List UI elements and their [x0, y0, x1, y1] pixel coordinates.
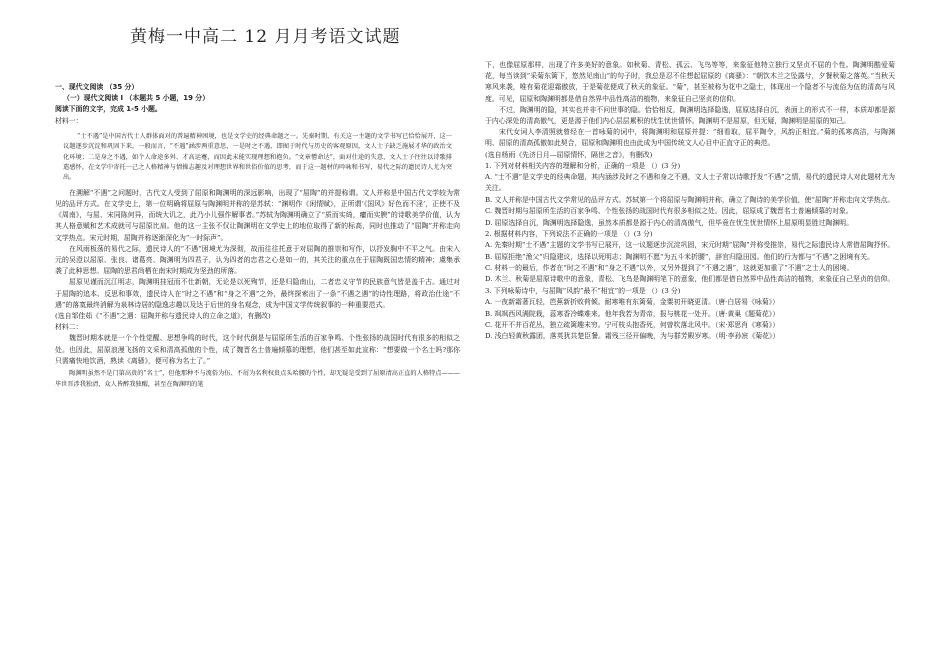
option-1d: D. 屈原选择自沉，陶渊明选择隐逸，虽然本质都是源于内心的清高傲气，但毕竟在忧生忧世情怀上屈原明显胜过陶渊明。: [485, 218, 853, 227]
instructions: 阅读下面的文字，完成 1-5 小题。: [55, 105, 162, 114]
option-1b: B. 文人并称是中国古代文学常见的品评方式。苏轼第一个将屈原与陶渊明并称，确立了陶诗的美学价值，使“屈陶”并称走向文学热点。: [485, 195, 895, 204]
page-title: 黄梅一中高二 12 月月考语文试题: [130, 27, 401, 47]
option-2b: B. 屈原拒绝“渔父”归隐建议，选择以死明志；陶渊明不愿“为五斗米折腰”，辞官归隐田园。他们的行为都与“不遇”之困境有关。: [485, 252, 874, 261]
paragraph: 屈原见谨而沉江明志，陶渊明挂冠而不仕新朝，无论是以死殉节，还是归隐南山，二者忠义守节的民族意气皆是盖千古。通过对于屈陶的追本、反思和事效，遗民诗人在“时之不遇”和“身之不遇”之外，最终探索出了一条“不遇之遇”的诗性理路，将政治仕途“不遇”的落寞最终消解为泉林诗居的隐逸志趣以及达于后世的身名观念，成为中国文学传统叙事的一种重要范式。: [55, 278, 460, 309]
option-1a: A. “士不遇”是文学史的经典命题，其内涵涉及时之不遇和身之不遇，文人士子常以诗歌抒发“不遇”之情，易代的遗民诗人对此题材尤为关注。: [485, 173, 895, 193]
option-3b: B. 飒飒西风满院栽，蕊寒香冷蝶难来。他年我若为青帝，报与桃花一处开。（唐·黄巢《题菊花》）: [485, 309, 780, 318]
section-heading: 一、现代文阅读 （35 分）: [55, 83, 139, 91]
option-3a: A. 一夜新霜著瓦轻，芭蕉新折败荷倾。耐寒唯有东篱菊，金粟初开晓更清。（唐·白居易《咏菊》）: [485, 298, 780, 307]
option-1c: C. 魏晋时期与屈原所生活的百家争鸣、个性张扬的战国时代有很多相似之处。因此，屈原成了魏晋名士普遍倾慕的对象。: [485, 207, 853, 216]
paragraph: 下，也像屈原那样，出现了许多美好的意象。如秋菊、青松、孤云、飞鸟等等，来象征他特立独行又坚贞不屈的个性。陶渊明酷爱菊花，每当读到“采菊东篱下，悠然见南山”的句子时，我总是忍不住想起屈原的《离骚》：“朝饮木兰之坠露兮，夕餐秋菊之落英。”当秋天寒风来袭，唯有菊花迎霜傲放，于是菊花便成了秋天的象征。“菊”，甚至被称为花中之隐士，体现出一个隐者不与流俗为伍的清高与风度。可见，屈原和陶渊明都是借自然界中品性高洁的植物，来象征自己坚贞的信仰。: [485, 61, 895, 103]
option-3d: D. 浅白轻黄秋露团，落英犹共楚臣餐。霜残三径开偏晚，为与群芳殿岁寒。（明·李孙宸《菊花》）: [485, 332, 780, 341]
paragraph: 魏晋时期本就是一个个性觉醒、思想争鸣的时代，这个时代倒是与屈原所生活的百家争鸣、个性张扬的战国时代有很多的相似之处。也因此，屈原浪漫飞扬的文采和清高孤傲的个性，成了魏晋名士普遍倾慕的理想，他们甚至如此宣称：“想要做一个名士吗?那你只需痛快地饮酒，熟读《离骚》，便可称为名士了。”: [55, 334, 460, 365]
material-label: 材料一：: [55, 116, 83, 125]
paragraph: 不过，陶渊明的隐，其实也并非不问世事的隐。恰恰相反，陶渊明选择隐逸，屈原选择自沉，表面上的形式不一样，本质却都是源于内心深处的清高傲气，更是源于他们内心层层累积的忧生忧世情怀。陶渊明不是屈原，但无疑，陶渊明是屈原的知己。: [485, 105, 895, 126]
subsection-heading: （一）现代文阅读 I （本题共 5 小题，19 分）: [63, 94, 210, 103]
quote-paragraph: “士不遇”是中国古代士人群体面对的普遍精神困境，也是文学史的经典命题之一。先秦时期，有关这一主题的文学书写已恰恰展开，这一议题逐步沉淀和巩固下来。一般而言，“不遇”涵涉两重意思，一是时之不遇，即囿于时代与历史的客观原因，文人士子缺乏施展才华的政治文化环境；二是身之不遇，如个人命途多舛、才高运蹇，而因此未能实现理想和抱负。“文章憎命达”，面对仕途的失意，文人士子往往以诗歌排遣感怀，在文学中寄托一己之人格精神与情操志趣及对理想世界和世俗价值的思考，而于这一题材的吟咏和书写，易代之际的遗民诗人尤为突出。: [63, 132, 452, 182]
left-column: [55, 82, 460, 390]
question-3: 3. 下列咏菊诗中，与屈陶“风韵”最不“相宜”的一项是 （）(3 分): [485, 286, 681, 295]
option-2c: C. 材料一的最后，作者在“时之不遇”和“身之不遇”以外，又另外提到了“不遇之遇”，这就更加重了“不遇”之士人的困境。: [485, 264, 854, 273]
citation: (选自邹佳茹《“不遇”之遇：屈陶并称与遗民诗人的立命之道》，有删改): [55, 312, 271, 321]
paragraph: 宋代女词人李清照就曾经在一首咏菊的词中，将陶渊明和屈原并提：“细看取，屈平陶令，风韵正相宜。”菊的孤寒高洁，与陶渊明、屈原的清高孤傲如此契合，屈原和陶渊明也由此成为中国传统文人心目中正直守正的典范。: [485, 128, 895, 148]
option-3c: C. 花开不并百花丛，独立疏篱趣未穷。宁可枝头抱香死，何曾吹落北风中。（宋·郑思肖《寒菊》）: [485, 320, 780, 329]
question-2: 2. 根据材料内容，下列说法不正确的一项是 （）(3 分): [485, 230, 653, 239]
citation: (选自杨雨《先济日月—屈原情怀，隔世之音》，有删改): [485, 150, 653, 159]
paragraph: 陶渊明虽然不是门第高贵的“名士”，但他那种不与流俗为伍、不屑为名利权贵点头哈腰的个性，却无疑是受到了屈原清高正直的人格特点———毕世晋涉我独清，众人皆醉我独醒，甚至在陶渊明的笔: [55, 370, 460, 388]
material-label: 材料二：: [55, 323, 83, 332]
question-1: 1. 下列对材料相关内容的理解和分析，正确的一项是 （）(3 分): [485, 161, 681, 170]
right-column: [485, 60, 895, 343]
paragraph: 在风雨板荡的易代之际，遗民诗人的“不遇”困境尤为深彻，故而往往托意于对屈陶的推崇和写作，以抒发胸中不平之气。由宋入元的吴澄以屈原、张良、诸葛亮、陶渊明为四君子，认为四者的忠君之心是如一的，其关注的重点在于屈陶既国忠情的精神；虞集承袭了此种思想。屈陶的思君尚栖在南宋时期成为坚劲的所落。: [55, 244, 460, 276]
option-2d: D. 木兰、秋菊是屈原诗歌中的意象，青松、飞鸟是陶渊明笔下的意象，他们都是借自然界中品性高洁的植物，来象征自己坚贞的信仰。: [485, 275, 895, 284]
paragraph: 在溯解“不遇”之问题时，古代文人受到了屈原和陶渊明的深远影响，出现了“屈陶”的并提称谓。文人并称是中国古代文学较为常见的品评方式。在文学史上，第一位明确将屈原与陶渊明并称的是苏轼：“渊明作《闲情赋》，正所谓‘《国风》好色而不淫’，正使不及《周南》，与屈、宋同陈何异，而统大讥之，此乃小儿强作解事者。”苏轼为陶渊明确立了“质而实绮，癯而实腴”的诗歌美学价值，认为其人格意赋和艺术成就可与屈原比肩。他的这一主张不仅让陶渊明在文学史上的地位取得了新的标高，同时也推动了“屈陶”并称走向文学热点。宋元时期，屈陶并称逐渐深化为“一时际声”。: [55, 188, 460, 242]
option-2a: A. 先秦时期“士不遇”主题的文学书写已展开，这一议题逐步沉淀巩固，宋元时期“屈陶”并称受推崇，易代之际遗民诗人常借屈陶抒怀。: [485, 241, 895, 250]
